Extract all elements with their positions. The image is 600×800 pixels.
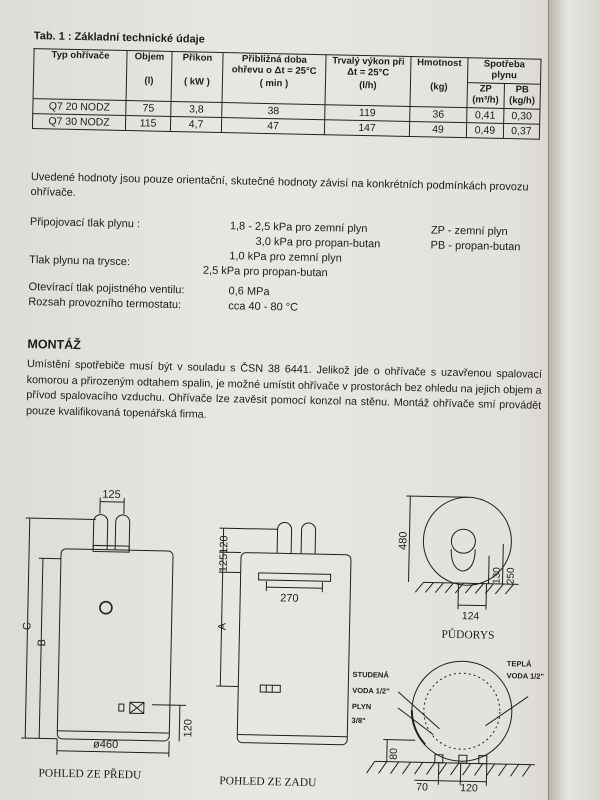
- cell-vykon: 119: [325, 104, 410, 121]
- header-typ: Typ ohřívače: [34, 49, 127, 76]
- header-objem: Objem: [127, 51, 173, 77]
- dim-460: ø460: [92, 738, 119, 752]
- header-doba: Přibližná doba ohřevu o Δt = 25°C: [223, 53, 326, 80]
- pb-legend: PB - propan-butan: [430, 239, 521, 254]
- dim-120-front: 120: [182, 718, 195, 738]
- units-prikon: ( kW ): [171, 76, 223, 102]
- cell-typ: Q7 20 NODZ: [33, 98, 126, 115]
- dim-b: B: [36, 638, 49, 647]
- label-plyn: PLYN: [351, 701, 372, 712]
- tryska-value-2: 2,5 kPa pro propan-butan: [202, 264, 328, 280]
- dim-80: 80: [387, 747, 401, 760]
- cell-prikon: 4,7: [170, 116, 221, 132]
- termostat-label: Rozsah provozního termostatu:: [28, 296, 182, 312]
- front-view-drawing: [21, 496, 190, 757]
- header-zp: ZP: [479, 83, 492, 95]
- ventil-value: 0,6 MPa: [228, 285, 270, 299]
- units-objem: (l): [126, 75, 172, 101]
- table-title: Tab. 1 : Základní technické údaje: [33, 30, 205, 46]
- cell-typ: Q7 30 NODZ: [32, 113, 125, 130]
- dim-70: 70: [416, 781, 429, 794]
- units-zp: [467, 83, 504, 109]
- montaz-paragraph: Umístění spotřebiče musí být v souladu s ČSN 38 6441. Jelikož jde o ohřívače s uzavřenou spalovací komorou a přirozeným odtahem spalin, je možné umístit ohřívače v prostorách bez ohledu na jejich objem a přívod spalovacího vzduchu. Ohřívače lze zavěsit pomocí konzol na stěnu. Montáž ohřívače smí provádět pouze kvalifikovaná topenářská firma.: [25, 358, 543, 421]
- units-doba: ( min ): [222, 77, 325, 104]
- label-voda-cold: VODA 1/2": [352, 685, 390, 696]
- header-hmotnost: Hmotnost: [411, 56, 469, 82]
- next-page-edge: [548, 0, 600, 800]
- unit-zp: (m³/h): [472, 94, 499, 106]
- header-spotreba: Spotřeba plynu: [467, 58, 541, 84]
- label-tepla: TEPLÁ: [506, 659, 532, 669]
- label-voda-hot: VODA 1/2": [506, 671, 545, 681]
- termostat-value: cca 40 - 80 °C: [228, 300, 299, 314]
- back-view-drawing: [215, 521, 352, 745]
- unit-pb: (kg/h): [508, 94, 536, 107]
- dim-c: C: [21, 622, 34, 631]
- label-plyn-size: 3/8": [351, 715, 366, 726]
- dim-124: 124: [461, 610, 480, 623]
- cell-hmotnost: 49: [409, 121, 466, 137]
- caption-front: POHLED ZE PŘEDU: [38, 767, 142, 782]
- plan-view-drawing: [404, 496, 520, 610]
- page-content: [14, 30, 550, 800]
- cell-pb: 0,30: [503, 108, 540, 124]
- technical-drawings: [14, 450, 551, 795]
- cell-doba: 47: [221, 117, 324, 134]
- dim-120-plan: 120: [460, 782, 478, 795]
- cell-pb: 0,37: [503, 123, 540, 139]
- units-hmotnost: (kg): [410, 81, 468, 107]
- cell-objem: 75: [126, 100, 171, 116]
- dim-270: 270: [280, 592, 299, 605]
- cell-hmotnost: 36: [410, 106, 467, 122]
- header-pb: PB: [515, 84, 529, 96]
- dim-125120: 125120: [217, 535, 231, 573]
- units-typ: [33, 73, 126, 100]
- tryska-label: Tlak plynu na trysce:: [29, 254, 131, 269]
- caption-plan: PŮDORYS: [441, 628, 495, 642]
- label-studena: STUDENÁ: [352, 669, 389, 680]
- pripojovaci-value-1: 1,8 - 2,5 kPa pro zemní plyn: [229, 220, 368, 236]
- dim-480: 480: [397, 531, 410, 551]
- cell-objem: 115: [125, 115, 170, 131]
- ventil-label: Otevírací tlak pojistného ventilu:: [28, 281, 185, 297]
- cell-prikon: 3,8: [171, 101, 222, 117]
- dim-250: 250: [505, 567, 517, 585]
- tryska-value-1: 1,0 kPa pro zemní plyn: [229, 250, 342, 265]
- technical-data-table: [32, 48, 542, 139]
- orientation-note: Uvedené hodnoty jsou pouze orientační, skutečné hodnoty závisí na konkrétních podmínkách provozu ohřívače.: [30, 171, 529, 199]
- dim-125: 125: [102, 488, 121, 501]
- caption-back: POHLED ZE ZADU: [219, 775, 317, 790]
- dim-130: 130: [491, 567, 503, 585]
- pripojovaci-value-2: 3,0 kPa pro propan-butan: [255, 235, 381, 251]
- header-vykon: Trvalý výkon při Δt = 25°C: [326, 55, 412, 82]
- cell-vykon: 147: [324, 119, 409, 136]
- cell-doba: 38: [222, 102, 325, 119]
- header-prikon: Příkon: [172, 51, 224, 77]
- units-pb: [504, 83, 541, 109]
- cell-zp: 0,49: [466, 122, 503, 138]
- dim-a: A: [216, 622, 229, 631]
- zp-legend: ZP - zemní plyn: [430, 224, 508, 239]
- montaz-heading: MONTÁŽ: [27, 337, 82, 353]
- units-vykon: (l/h): [325, 80, 411, 107]
- cell-zp: 0,41: [467, 107, 504, 123]
- pripojovaci-label: Připojovací tlak plynu :: [29, 216, 141, 231]
